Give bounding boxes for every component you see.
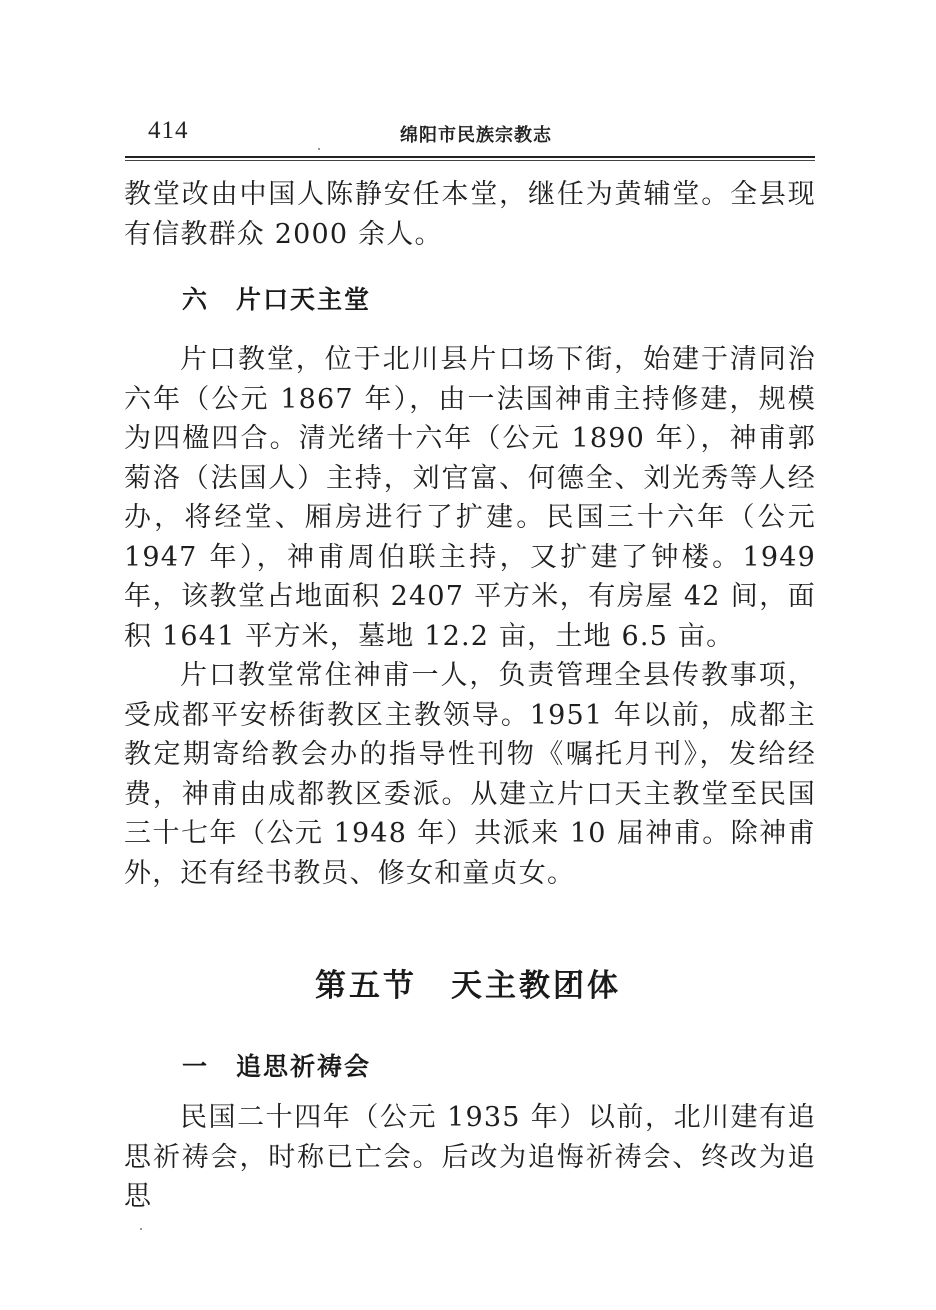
header-rule-thin bbox=[125, 160, 815, 161]
chapter-heading: 第五节 天主教团体 bbox=[315, 968, 621, 1004]
section-6-body bbox=[124, 340, 816, 893]
scan-speck bbox=[318, 148, 320, 150]
section-heading-6: 六 片口天主堂 bbox=[182, 285, 372, 314]
paragraph: 片口教堂，位于北川县片口场下街，始建于清同治六年（公元 1867 年），由一法国神甫主持修建，规模为四楹四合。清光绪十六年（公元 1890 年），神甫郭菊洛（法国人）主持，刘官富、何德全、刘光秀等人经办，将经堂、厢房进行了扩建。民国三十六年（公元 1947 年），神甫周伯联主持，又扩建了钟楼。1949 年，该教堂占地面积 2407 平方米，有房屋 42 间，面积 1641 平方米，墓地 12.2 亩，土地 6.5 亩。 bbox=[124, 344, 816, 652]
paragraph: 片口教堂常住神甫一人，负责管理全县传教事项，受成都平安桥街教区主教领导。1951 年以前，成都主教定期寄给教会办的指导性刊物《嘱托月刊》，发给经费，神甫由成都教区委派。从建立片口天主教堂至民国三十七年（公元 1948 年）共派来 10 届神甫。除神甫外，还有经书教员、修女和童贞女。 bbox=[124, 660, 816, 889]
running-title: 绵阳市民族宗教志 bbox=[400, 125, 552, 146]
section-1-body bbox=[124, 1098, 816, 1217]
continued-text bbox=[124, 175, 816, 254]
section-heading-1: 一 追思祈祷会 bbox=[182, 1052, 372, 1081]
page-number: 414 bbox=[148, 117, 189, 144]
header-rule bbox=[125, 156, 815, 158]
page-header bbox=[130, 117, 820, 151]
paragraph: 民国二十四年（公元 1935 年）以前，北川建有追思祈祷会，时称已亡会。后改为追悔祈祷会、终改为追思 bbox=[124, 1102, 816, 1212]
paragraph: 教堂改由中国人陈静安任本堂，继任为黄辅堂。全县现有信教群众 2000 余人。 bbox=[124, 179, 816, 250]
scan-speck bbox=[140, 1228, 142, 1230]
